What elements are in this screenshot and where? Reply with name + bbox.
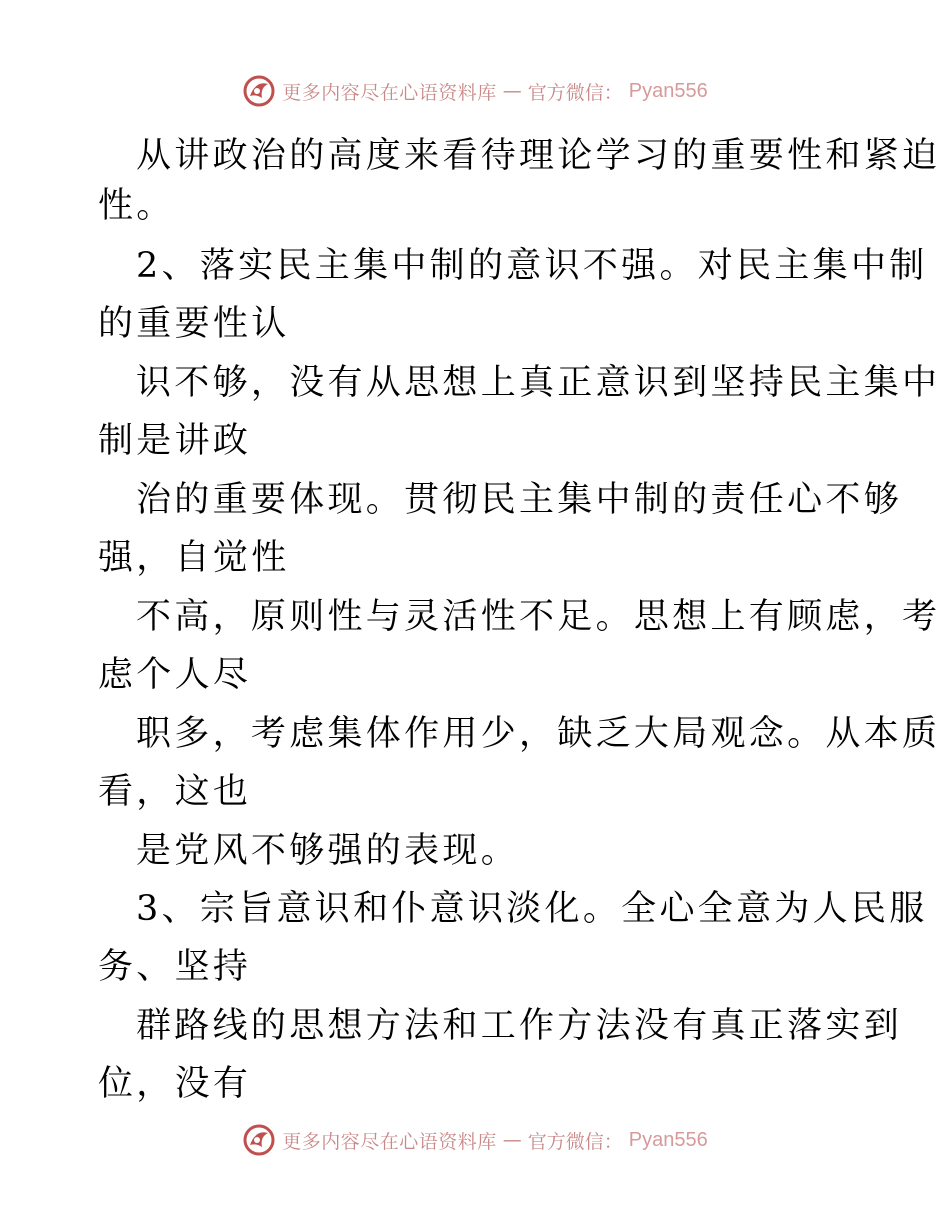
body-line: 群路线的思想方法和工作方法没有真正落实到	[136, 1006, 903, 1046]
header-separator: —	[502, 80, 522, 102]
body-line: 性。	[98, 186, 175, 226]
header-wechat-label: 官方微信：	[527, 81, 623, 104]
header-wechat-id: Pyan556	[628, 79, 708, 102]
body-line: 从讲政治的高度来看待理论学习的重要性和紧迫	[136, 136, 941, 176]
footer-wechat-id: Pyan556	[628, 1128, 708, 1151]
footer-banner	[0, 1120, 950, 1160]
body-line: 2、落实民主集中制的意识不强。对民主集中制	[136, 246, 928, 286]
red-swirl-logo-icon	[242, 74, 276, 108]
footer-brand-text: 更多内容尽在心语资料库	[282, 1130, 497, 1153]
footer-wechat-label: 官方微信：	[527, 1130, 623, 1153]
body-line: 强，自觉性	[98, 538, 290, 578]
body-line: 制是讲政	[98, 421, 252, 461]
red-swirl-logo-icon	[242, 1123, 276, 1157]
body-line: 是党风不够强的表现。	[136, 831, 520, 871]
header-brand-text: 更多内容尽在心语资料库	[282, 81, 497, 104]
body-line: 务、坚持	[98, 947, 252, 987]
body-line: 3、宗旨意识和仆意识淡化。全心全意为人民服	[136, 889, 928, 929]
body-line: 看，这也	[98, 772, 252, 812]
footer-separator: —	[502, 1129, 522, 1151]
body-line: 不高，原则性与灵活性不足。思想上有顾虑，考	[136, 597, 941, 637]
header-banner	[0, 71, 950, 111]
body-line: 位，没有	[98, 1064, 252, 1104]
body-line: 职多，考虑集体作用少，缺乏大局观念。从本质	[136, 714, 941, 754]
body-line: 虑个人尽	[98, 655, 252, 695]
body-line: 识不够，没有从思想上真正意识到坚持民主集中	[136, 363, 941, 403]
body-line: 治的重要体现。贯彻民主集中制的责任心不够	[136, 480, 903, 520]
body-line: 的重要性认	[98, 304, 290, 344]
